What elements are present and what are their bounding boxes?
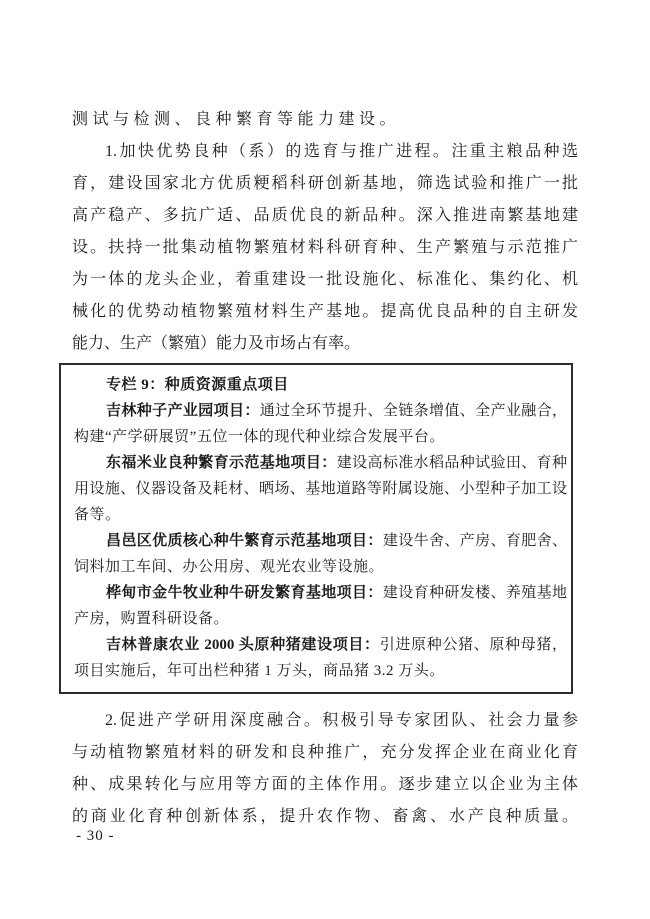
box-line: 用设施、仪器设备及耗材、晒场、基地道路等附属设施、小型种子加工设	[74, 481, 567, 497]
body-line: 种、成果转化与应用等方面的主体作用。逐步建立以企业为主体	[72, 776, 578, 793]
project-text: 引进原种公猪、原种母猪，	[379, 637, 567, 653]
special-column-box	[59, 363, 573, 694]
project-text: 建设牛舍、产房、育肥舍、	[382, 533, 567, 549]
box-line	[74, 632, 567, 658]
project-lead: 桦甸市金牛牧业种牛研发繁育基地项目：	[106, 585, 383, 601]
body-line: 能力、生产（繁殖）能力及市场占有率。	[72, 335, 361, 352]
project-text: 通过全环节提升、全链条增值、全产业融合，	[259, 403, 567, 419]
body-line: 1.加快优势良种（系）的选育与推广进程。注重主粮品种选	[105, 143, 578, 160]
body-line: 高产稳产、多抗广适、品质优良的新品种。深入推进南繁基地建	[72, 207, 578, 224]
body-line: 与动植物繁殖材料的研发和良种推广，充分发挥企业在商业化育	[72, 744, 578, 761]
project-text: 建设高标准水稻品种试验田、育种	[336, 455, 567, 471]
box-line	[74, 528, 567, 554]
document-content	[72, 104, 578, 833]
body-line: 测试与检测、良种繁育等能力建设。	[72, 111, 401, 128]
project-text: 建设育种研发楼、养殖基地	[382, 585, 567, 601]
project-lead: 昌邑区优质核心种牛繁育示范基地项目：	[106, 533, 383, 549]
box-title-text: 专栏 9：种质资源重点项目	[106, 377, 289, 393]
project-lead: 吉林种子产业园项目：	[106, 403, 260, 419]
project-lead: 东福米业良种繁育示范基地项目：	[106, 455, 337, 471]
project-lead: 吉林普康农业 2000 头原种猪建设项目：	[106, 637, 380, 653]
body-line: 设。扶持一批集动植物繁殖材料科研育种、生产繁殖与示范推广	[72, 239, 578, 256]
body-line: 械化的优势动植物繁殖材料生产基地。提高优良品种的自主研发	[72, 303, 578, 320]
box-line	[74, 450, 567, 476]
box-line	[74, 398, 567, 424]
box-line: 项目实施后，年可出栏种猪 1 万头，商品猪 3.2 万头。	[74, 663, 445, 679]
body-line: 为一体的龙头企业，着重建设一批设施化、标准化、集约化、机	[72, 271, 578, 288]
box-line: 备等。	[74, 507, 121, 523]
box-line: 产房，购置科研设备。	[74, 611, 230, 627]
box-line	[74, 580, 567, 606]
body-line: 育，建设国家北方优质粳稻科研创新基地，筛选试验和推广一批	[72, 175, 578, 192]
page-number: - 30 -	[76, 828, 115, 844]
box-title	[74, 372, 567, 398]
body-line: 的商业化育种创新体系，提升农作物、畜禽、水产良种质量。	[72, 808, 578, 825]
box-line: 饲料加工车间、办公用房、观光农业等设施。	[74, 559, 385, 575]
box-line: 构建“产学研展贸”五位一体的现代种业综合发展平台。	[74, 429, 445, 445]
body-line: 2.促进产学研用深度融合。积极引导专家团队、社会力量参	[105, 712, 578, 729]
